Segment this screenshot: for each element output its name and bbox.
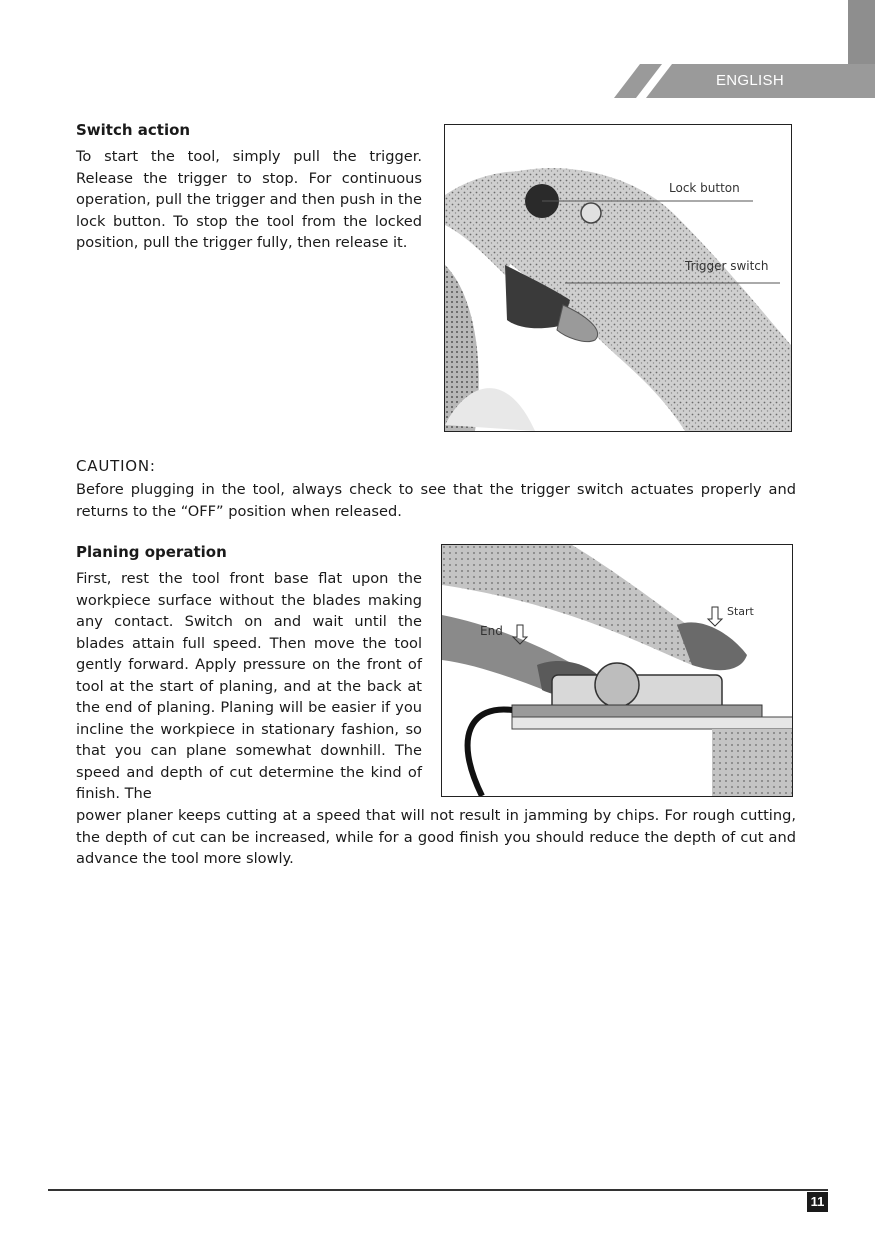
language-label: ENGLISH bbox=[716, 72, 784, 89]
trigger-switch-label: Trigger switch bbox=[685, 259, 769, 273]
switch-action-text: To start the tool, simply pull the trigger. Release the trigger to stop. For continuous operation, pull the trigger and then push in the lock button. To stop the tool from the locked position, pull the trigger fully, then release it. bbox=[76, 148, 422, 251]
header-side-bar bbox=[848, 0, 875, 64]
planing-text-full: power planer keeps cutting at a speed that will not result in jamming by chips. For rough cutting, the depth of cut can be increased, while for a good finish you should reduce the depth of cut and advance the tool more slowly. bbox=[76, 807, 796, 867]
planing-text-column: First, rest the tool front base flat upon the workpiece surface without the blades making any contact. Switch on and wait until the blades attain full speed. Then move the tool gently forward. Apply pressure on the front of tool at the start of planing, and at the back at the end of planing. Planing will be easier if you incline the workpiece in stationary fashion, so that you can plane somewhat downhill. The speed and depth of cut determine the kind of finish. The bbox=[76, 570, 422, 802]
end-label: End bbox=[480, 624, 503, 638]
lock-button-label: Lock button bbox=[669, 181, 740, 195]
caution-text: Before plugging in the tool, always check to see that the trigger switch actuates properly and returns to the “OFF” position when released. bbox=[76, 481, 796, 520]
footer-divider bbox=[48, 1189, 828, 1191]
switch-figure bbox=[444, 124, 792, 432]
start-label: Start bbox=[727, 605, 754, 618]
switch-illustration bbox=[445, 125, 791, 431]
planing-illustration bbox=[442, 545, 792, 796]
page-number: 11 bbox=[807, 1192, 828, 1212]
planing-operation-title: Planing operation bbox=[76, 543, 227, 561]
planing-figure bbox=[441, 544, 793, 797]
caution-title: CAUTION: bbox=[76, 457, 156, 475]
switch-action-title: Switch action bbox=[76, 121, 191, 139]
